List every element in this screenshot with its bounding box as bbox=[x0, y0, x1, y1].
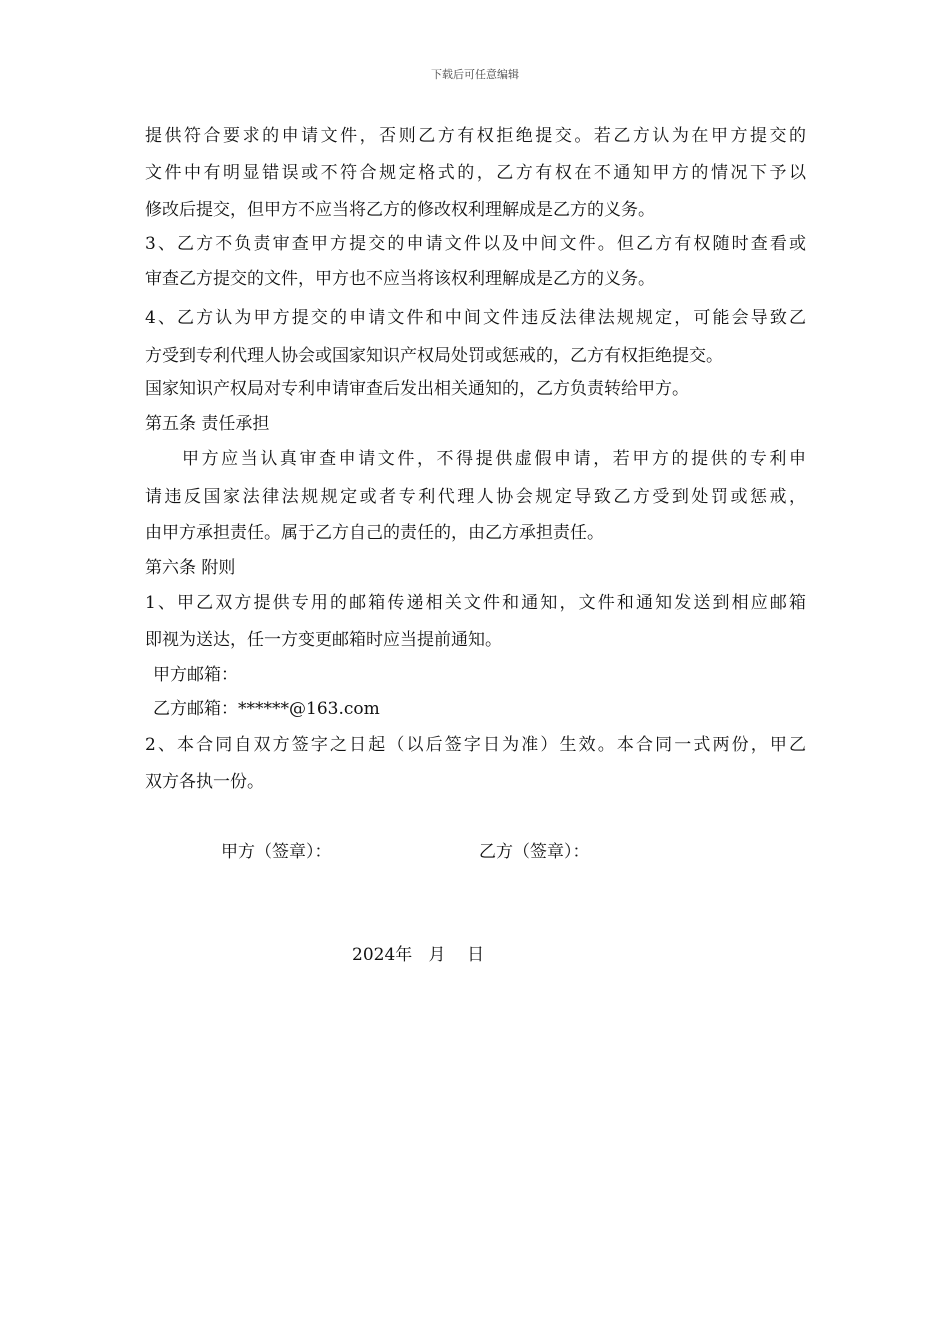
body-line: 即视为送达，任一方变更邮箱时应当提前通知。 bbox=[145, 630, 502, 650]
clause-item-4: 4、乙方认为甲方提交的申请文件和中间文件违反法律法规规定，可能会导致乙 bbox=[145, 308, 806, 328]
page-header-note: 下载后可任意编辑 bbox=[431, 68, 519, 81]
body-line: 双方各执一份。 bbox=[145, 772, 264, 792]
body-paragraph-indent: 甲方应当认真审查申请文件，不得提供虚假申请，若甲方的提供的专利申 bbox=[182, 449, 806, 469]
section-heading-5: 第五条 责任承担 bbox=[145, 414, 270, 434]
clause-item-1: 1、甲乙双方提供专用的邮箱传递相关文件和通知，文件和通知发送到相应邮箱 bbox=[145, 593, 806, 613]
clause-item-3: 3、乙方不负责审查甲方提交的申请文件以及中间文件。但乙方有权随时查看或 bbox=[145, 234, 806, 254]
party-b-email: 乙方邮箱：******@163.com bbox=[153, 699, 380, 719]
body-line: 提供符合要求的申请文件，否则乙方有权拒绝提交。若乙方认为在甲方提交的 bbox=[145, 126, 806, 146]
body-line: 修改后提交，但甲方不应当将乙方的修改权利理解成是乙方的义务。 bbox=[145, 200, 655, 220]
body-line: 文件中有明显错误或不符合规定格式的，乙方有权在不通知甲方的情况下予以 bbox=[145, 163, 806, 183]
clause-item-2: 2、本合同自双方签字之日起（以后签字日为准）生效。本合同一式两份，甲乙 bbox=[145, 735, 806, 755]
body-line: 请违反国家法律法规规定或者专利代理人协会规定导致乙方受到处罚或惩戒， bbox=[145, 487, 806, 507]
section-heading-6: 第六条 附则 bbox=[145, 558, 236, 578]
body-line: 由甲方承担责任。属于乙方自己的责任的，由乙方承担责任。 bbox=[145, 523, 604, 543]
party-a-signature-label: 甲方（签章）： bbox=[221, 842, 332, 862]
body-line: 国家知识产权局对专利申请审查后发出相关通知的，乙方负责转给甲方。 bbox=[145, 379, 689, 399]
body-line: 方受到专利代理人协会或国家知识产权局处罚或惩戒的，乙方有权拒绝提交。 bbox=[145, 346, 723, 366]
signing-date: 2024年 月 日 bbox=[352, 945, 485, 965]
party-a-email-label: 甲方邮箱： bbox=[153, 665, 238, 685]
party-b-signature-label: 乙方（签章）： bbox=[479, 842, 590, 862]
body-line: 审查乙方提交的文件，甲方也不应当将该权利理解成是乙方的义务。 bbox=[145, 269, 655, 289]
